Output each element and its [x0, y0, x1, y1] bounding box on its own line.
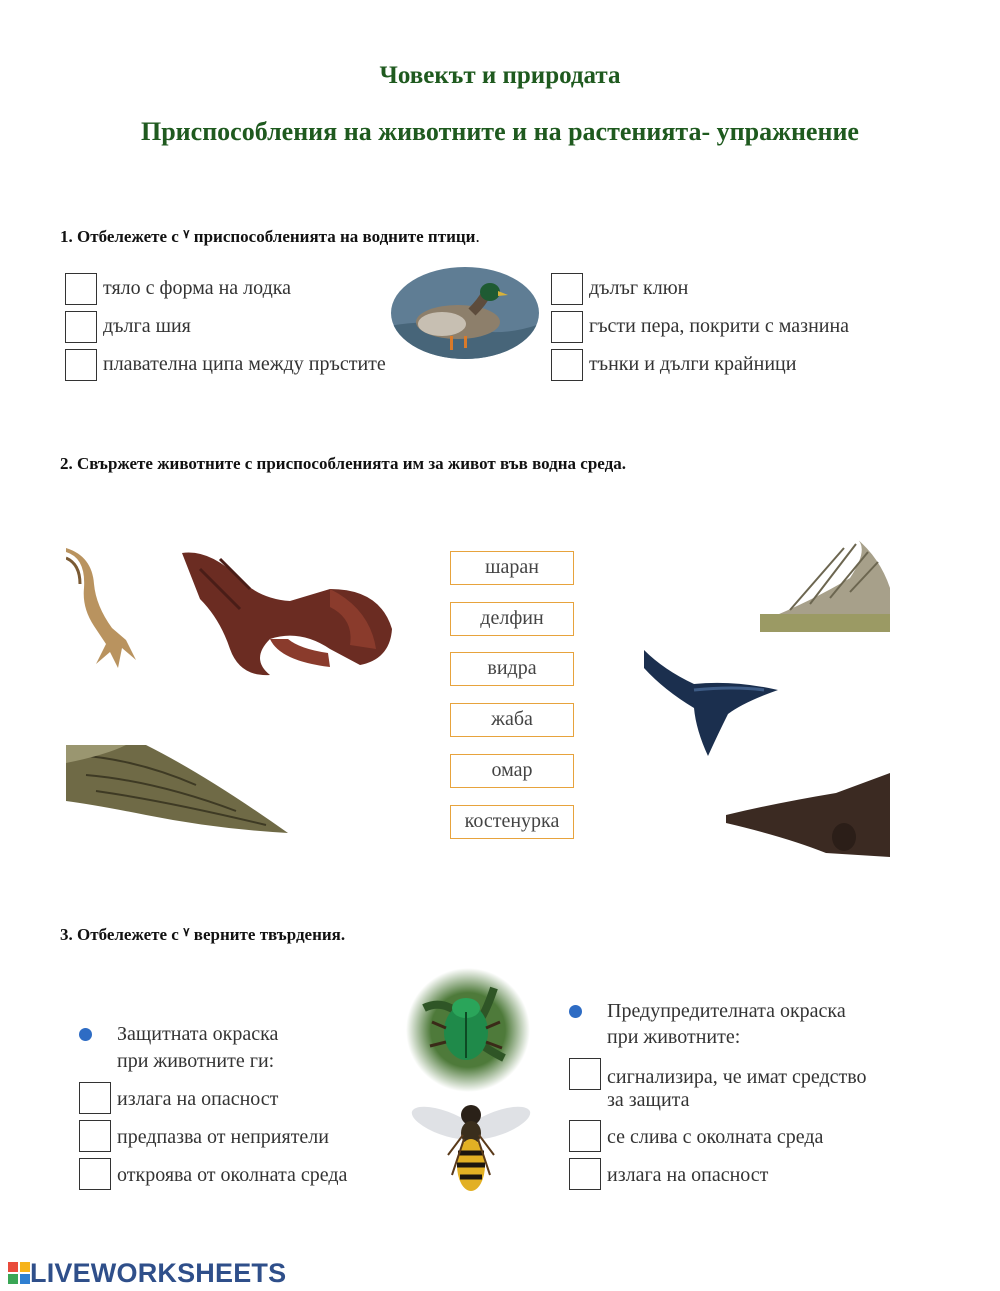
page-subtitle: Приспособления на животните и на растенията- упражнение: [141, 117, 859, 146]
beetle-image: [404, 968, 532, 1092]
q1-checkbox-1[interactable]: [65, 273, 97, 305]
word-card-frog[interactable]: жаба: [450, 703, 574, 737]
bullet-left: [79, 1028, 92, 1041]
q1-checkbox-6[interactable]: [551, 349, 583, 381]
q1-checkbox-4[interactable]: [551, 273, 583, 305]
liveworksheets-logo-icon: [8, 1262, 30, 1284]
question-1-label: 1. Отбележете с $^٧$ приспособленията на водните птици.: [60, 227, 480, 246]
q3-right-option-3: излага на опасност: [607, 1164, 769, 1186]
q3-right-checkbox-1[interactable]: [569, 1058, 601, 1090]
fish-fin-image: [760, 538, 890, 632]
question-2-label: 2. Свържете животните с приспособленията им за живот във водна среда.: [60, 454, 626, 473]
q1-option-3: плавателна ципа между пръстите: [103, 353, 386, 375]
q3-right-option-1-line-2: за защита: [607, 1089, 690, 1111]
q3-left-heading-line-2: при животните ги:: [117, 1050, 275, 1072]
word-card-carp[interactable]: шаран: [450, 551, 574, 585]
q3-left-checkbox-3[interactable]: [79, 1158, 111, 1190]
q1-checkbox-3[interactable]: [65, 349, 97, 381]
brand-name: LIVEWORKSHEETS: [30, 1257, 287, 1288]
q1-option-2: дълга шия: [103, 315, 191, 337]
liveworksheets-logo[interactable]: [8, 1258, 286, 1288]
q1-option-1: тяло с форма на лодка: [103, 277, 292, 299]
q1-option-5: гъсти пера, покрити с мазнина: [589, 315, 850, 337]
q1-checkbox-5[interactable]: [551, 311, 583, 343]
q1-option-6: тънки и дълги крайници: [589, 353, 797, 375]
q1-option-4: дълъг клюн: [589, 277, 689, 299]
page-title: Човекът и природата: [379, 62, 621, 89]
q3-right-checkbox-3[interactable]: [569, 1158, 601, 1190]
question-3-label: 3. Отбележете с $^٧$ верните твърдения.: [60, 925, 346, 944]
q3-left-checkbox-2[interactable]: [79, 1120, 111, 1152]
lobster-image: [180, 549, 396, 681]
q3-right-heading-line-2: при животните:: [607, 1026, 741, 1048]
q3-left-option-3: откроява от околната среда: [117, 1164, 348, 1186]
q1-checkbox-2[interactable]: [65, 311, 97, 343]
q3-right-checkbox-2[interactable]: [569, 1120, 601, 1152]
wasp-image: [408, 1095, 534, 1197]
q3-right-heading-line-1: Предупредителната окраска: [607, 1000, 846, 1022]
otter-tail-image: [726, 773, 890, 857]
frog-foot-image: [66, 548, 138, 672]
q3-left-heading-line-1: Защитната окраска: [117, 1023, 279, 1045]
turtle-leg-image: [66, 745, 290, 841]
bullet-right: [569, 1005, 582, 1018]
word-card-otter[interactable]: видра: [450, 652, 574, 686]
q3-right-option-1-line-1: сигнализира, че имат средство: [607, 1066, 867, 1088]
word-card-turtle[interactable]: костенурка: [450, 805, 574, 839]
q3-left-checkbox-1[interactable]: [79, 1082, 111, 1114]
word-card-lobster[interactable]: омар: [450, 754, 574, 788]
duck-image: [390, 266, 540, 360]
q3-right-option-2: се слива с околната среда: [607, 1126, 824, 1148]
q3-left-option-2: предпазва от неприятели: [117, 1126, 329, 1148]
dolphin-tail-image: [644, 650, 780, 758]
word-card-dolphin[interactable]: делфин: [450, 602, 574, 636]
q3-left-option-1: излага на опасност: [117, 1088, 279, 1110]
